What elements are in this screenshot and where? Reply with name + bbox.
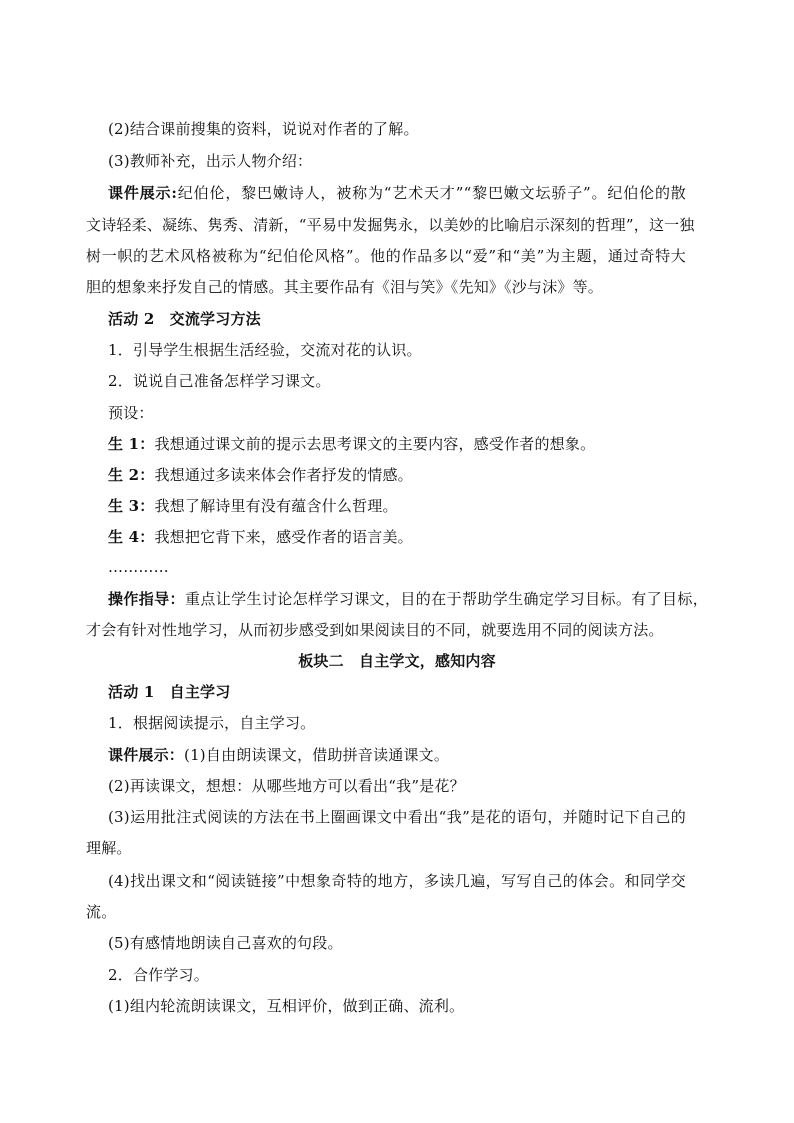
line-text: 我想了解诗里有没有蕴含什么哲理。 xyxy=(154,497,398,515)
paragraph-line: 2．合作学习。 xyxy=(108,966,209,984)
paragraph-line: (2)结合课前搜集的资料，说说对作者的了解。 xyxy=(108,120,419,138)
paragraph-line: (1)组内轮流朗读课文，互相评价，做到正确、流利。 xyxy=(108,997,465,1015)
student-label: 生 4： xyxy=(108,528,155,546)
ellipsis: ………… xyxy=(108,558,169,576)
paragraph-line: 文诗轻柔、凝练、隽秀、清新，“平易中发掘隽永，以美妙的比喻启示深刻的哲理”，这一独 xyxy=(86,216,695,234)
section-heading: 板块二 自主学文，感知内容 xyxy=(298,652,496,670)
paragraph-line xyxy=(108,589,708,609)
paragraph-line: 才会有针对性地学习，从而初步感受到如果阅读目的不同，就要选用不同的阅读方法。 xyxy=(86,621,664,639)
student-label: 生 3： xyxy=(108,497,155,515)
activity-heading: 活动 1 自主学习 xyxy=(108,683,231,701)
courseware-label: 课件展示: xyxy=(108,184,178,202)
paragraph-line: 1．根据阅读提示，自主学习。 xyxy=(108,714,316,732)
paragraph-line xyxy=(108,745,449,765)
paragraph-line: 胆的想象来抒发自己的情感。其主要作品有《泪与笑》《先知》《沙与沫》等。 xyxy=(86,278,604,296)
line-text: 纪伯伦，黎巴嫩诗人，被称为“艺术天才”“黎巴嫩文坛骄子”。纪伯伦的散 xyxy=(177,184,686,202)
student-answer xyxy=(108,434,595,454)
line-text: 我想通过多读来体会作者抒发的情感。 xyxy=(154,466,413,484)
paragraph-line: (5)有感情地朗读自己喜欢的句段。 xyxy=(108,934,343,952)
paragraph-line: 2．说说自己准备怎样学习课文。 xyxy=(108,372,331,390)
paragraph-line: 流。 xyxy=(86,903,117,921)
paragraph-line: (4)找出课文和“阅读链接”中想象奇特的地方，多读几遍，写写自己的体会。和同学交 xyxy=(108,872,686,890)
paragraph-line xyxy=(108,183,686,203)
line-text: (1)自由朗读课文，借助拼音读通课文。 xyxy=(184,746,450,764)
paragraph-line: 1．引导学生根据生活经验，交流对花的认识。 xyxy=(108,341,422,359)
paragraph-line: (3)运用批注式阅读的方法在书上圈画课文中看出“我”是花的语句，并随时记下自己的 xyxy=(108,808,686,826)
student-label: 生 2： xyxy=(108,466,155,484)
courseware-label: 课件展示： xyxy=(108,746,185,764)
student-answer xyxy=(108,527,413,547)
paragraph-line: 树一帜的艺术风格被称为“纪伯伦风格”。他的作品多以“爱”和“美”为主题，通过奇特大 xyxy=(86,247,686,265)
guidance-label: 操作指导： xyxy=(108,590,185,608)
line-text: 我想把它背下来，感受作者的语言美。 xyxy=(154,528,413,546)
line-text: 我想通过课文前的提示去思考课文的主要内容，感受作者的想象。 xyxy=(154,435,596,453)
activity-heading: 活动 2 交流学习方法 xyxy=(108,310,261,328)
student-answer xyxy=(108,465,413,485)
paragraph-line: 理解。 xyxy=(86,839,132,857)
paragraph-line: (3)教师补充，出示人物介绍： xyxy=(108,152,313,170)
paragraph-line: 预设： xyxy=(108,404,154,422)
line-text: 重点让学生讨论怎样学习课文，目的在于帮助学生确定学习目标。有了目标， xyxy=(184,590,708,608)
paragraph-line: (2)再读课文，想想：从哪些地方可以看出“我”是花？ xyxy=(108,777,465,795)
student-label: 生 1： xyxy=(108,435,155,453)
student-answer xyxy=(108,496,398,516)
